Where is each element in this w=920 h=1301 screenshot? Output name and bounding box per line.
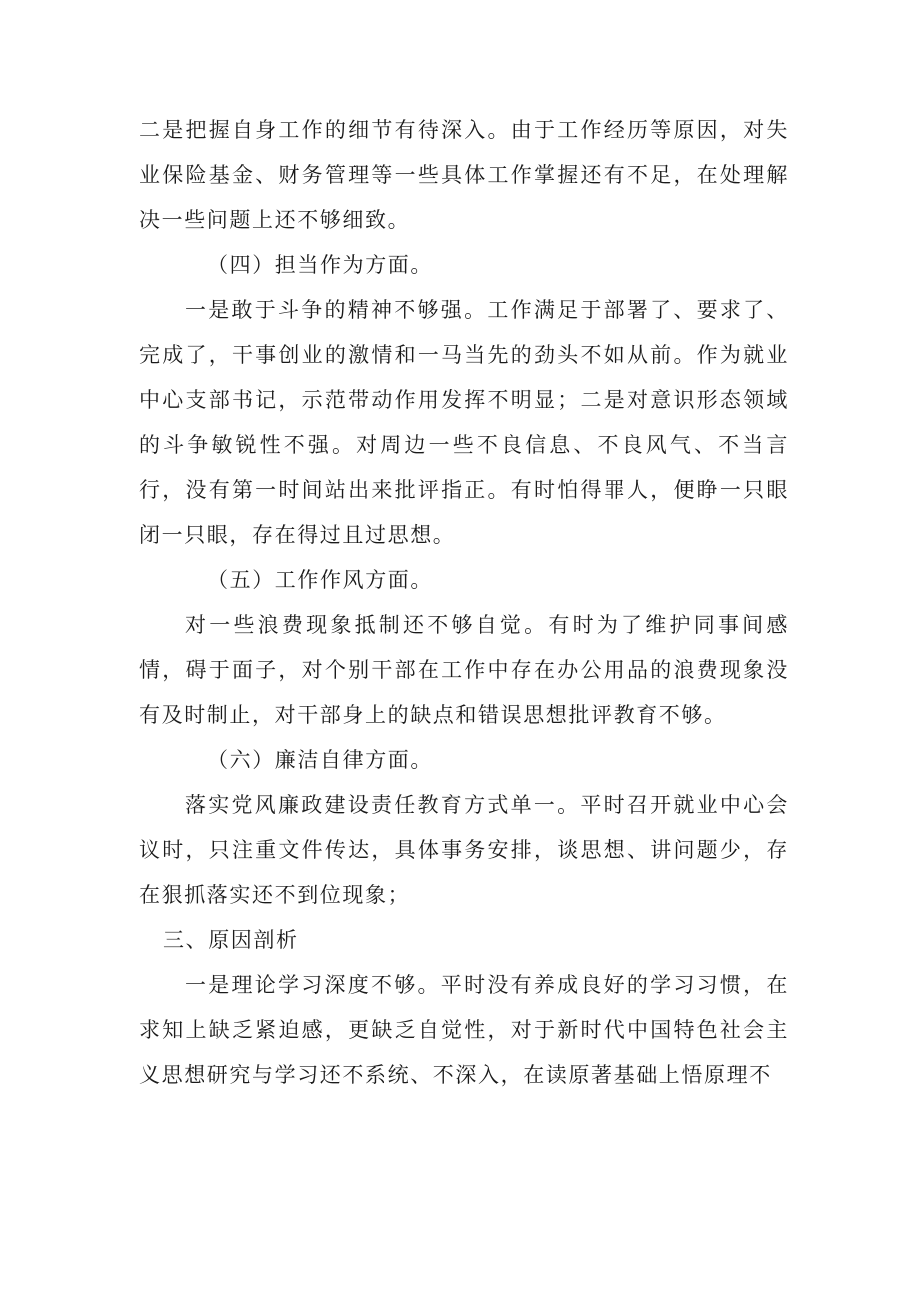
paragraph-responsibility: 一是敢于斗争的精神不够强。工作满足于部署了、要求了、完成了，干事创业的激情和一马当先的劲头不如从前。作为就业中心支部书记，示范带动作用发挥不明显；二是对意识形态领域的斗争敏锐性不强。对周边一些不良信息、不良风气、不当言行，没有第一时间站出来批评指正。有时怕得罪人，便睁一只眼闭一只眼，存在得过且过思想。 bbox=[139, 298, 789, 547]
subheading-work-style: （五）工作作风方面。 bbox=[207, 568, 433, 592]
paragraph-working-details: 二是把握自身工作的细节有待深入。由于工作经历等原因，对失业保险基金、财务管理等一些具体工作掌握还有不足，在处理解决一些问题上还不够细致。 bbox=[139, 118, 789, 232]
subheading-integrity: （六）廉洁自律方面。 bbox=[207, 748, 433, 772]
paragraph-work-style: 对一些浪费现象抵制还不够自觉。有时为了维护同事间感情，碍于面子，对个别干部在工作中存在办公用品的浪费现象没有及时制止，对干部身上的缺点和错误思想批评教育不够。 bbox=[139, 613, 789, 727]
subheading-responsibility: （四）担当作为方面。 bbox=[207, 253, 433, 277]
document-body bbox=[139, 108, 789, 1098]
section-heading-cause-analysis: 三、原因剖析 bbox=[163, 928, 299, 952]
paragraph-cause-analysis: 一是理论学习深度不够。平时没有养成良好的学习习惯，在求知上缺乏紧迫感，更缺乏自觉性，对于新时代中国特色社会主义思想研究与学习还不系统、不深入，在读原著基础上悟原理不 bbox=[139, 973, 789, 1087]
paragraph-integrity: 落实党风廉政建设责任教育方式单一。平时召开就业中心会议时，只注重文件传达，具体事务安排，谈思想、讲问题少，存在狠抓落实还不到位现象； bbox=[139, 793, 789, 907]
